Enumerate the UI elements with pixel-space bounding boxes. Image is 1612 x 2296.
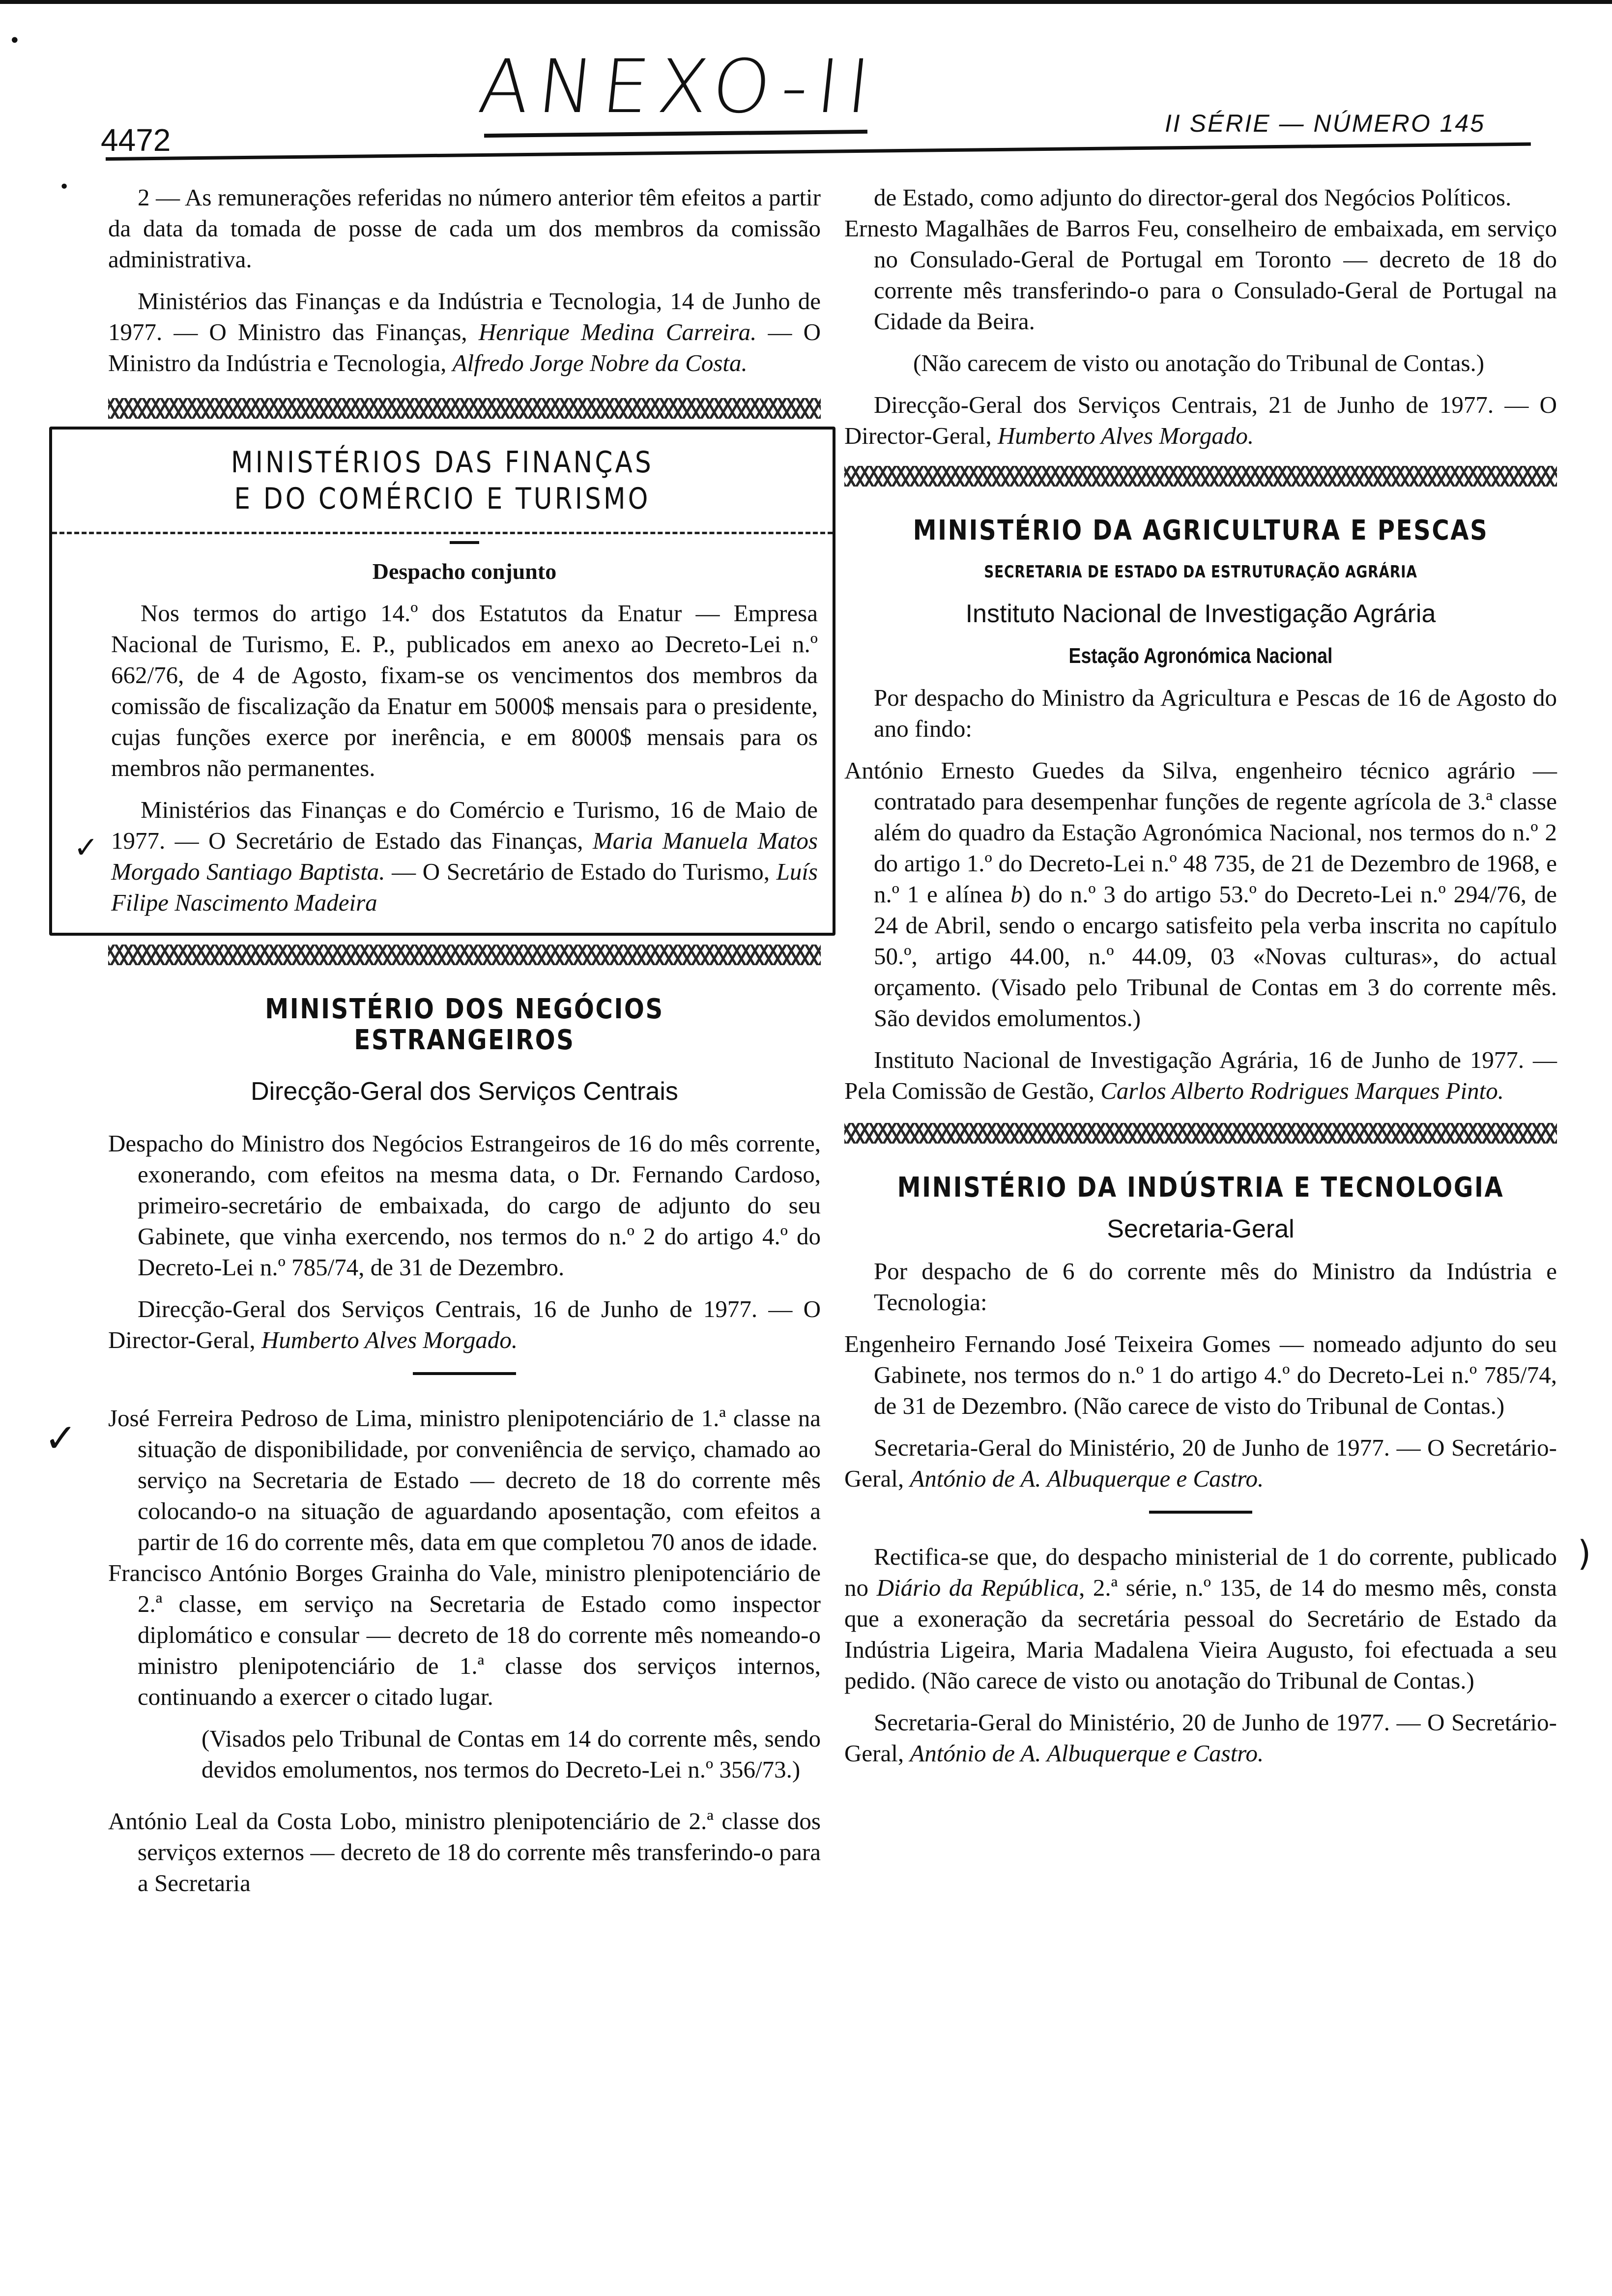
paragraph: Nos termos do artigo 14.º dos Estatutos da Enatur — Empresa Nacional de Turismo, E. P., publicados em anexo ao Decreto-Lei n.º 662/76, de 4 de Agosto, fixam-se os vencimentos dos membros da comissão de fiscalização da Enatur em 5000$ mensais para o presidente, cujas funções exerce por inerência, e em 8000$ mensais para os membros não permanentes.: [111, 600, 818, 781]
signature: Humberto Alves Morgado.: [261, 1326, 518, 1353]
text: — O Ministro da Indústria e Tecnologia,: [108, 318, 821, 376]
text: Rectifica-se que, do despacho ministerial de 1 do corrente, publicado no: [844, 1543, 1557, 1601]
signature: Henrique Medina Carreira.: [478, 318, 757, 345]
margin-check-mark: ✓: [74, 831, 99, 865]
paragraph: Por despacho de 6 do corrente mês do Ministro da Indústria e Tecnologia:: [874, 1258, 1557, 1316]
institute-title: Instituto Nacional de Investigação Agrária: [965, 600, 1436, 628]
margin-bracket-mark: ): [1578, 1533, 1591, 1574]
short-rule: [413, 1372, 516, 1375]
signature-paragraph: [844, 1044, 1557, 1106]
paragraph: Ernesto Magalhães de Barros Feu, conselheiro de embaixada, em serviço no Consulado-Geral de Portugal em Toronto — decreto de 18 do corrente mês transferindo-o para o Consulado-Geral de Portugal na Cidade da Beira.: [844, 215, 1557, 335]
text: b: [1010, 881, 1023, 908]
ornament-divider: [844, 1123, 1557, 1144]
text: Secretaria-Geral do Ministério, 20 de Junho de 1977. — O Secretário-Geral,: [844, 1709, 1557, 1767]
paragraph: [844, 755, 1557, 1033]
left-column: [108, 182, 821, 1898]
paragraph: [844, 1541, 1557, 1696]
signature-paragraph: [111, 794, 818, 918]
paragraph: Francisco António Borges Grainha do Vale, ministro plenipotenciário de 2.ª classe, em serviço na Secretaria de Estado como inspector diplomático e consular — decreto de 18 do corrente mês nomeando-o ministro plenipotenciário de 1.ª classe dos serviços internos, continuando a exercer o citado lugar.: [108, 1559, 821, 1710]
text: , 2.ª série, n.º 135, de 14 do mesmo mês, consta que a exoneração da secretária pessoal do Secretário de Estado da Indústria Ligeira, Maria Madalena Vieira Augusto, foi efectuada a seu pedido. (Não carece de visto ou anotação do Tribunal de Contas.): [844, 1574, 1557, 1694]
section-title: Direcção-Geral dos Serviços Centrais: [251, 1077, 678, 1106]
signature-paragraph: [108, 1293, 821, 1355]
page-number: 4472: [101, 122, 171, 158]
box-header: [52, 430, 833, 534]
text: Secretaria-Geral do Ministério, 20 de Junho de 1977. — O Secretário-Geral,: [844, 1434, 1557, 1492]
right-column: [844, 182, 1557, 1769]
short-rule: [1149, 1511, 1252, 1514]
signature: Carlos Alberto Rodrigues Marques Pinto.: [1100, 1077, 1504, 1104]
text: — O Secretário de Estado do Turismo,: [385, 858, 777, 885]
ministry-title: MINISTÉRIO DA AGRICULTURA E PESCAS: [913, 515, 1489, 546]
margin-check-mark: ✓: [44, 1415, 78, 1461]
paragraph: 2 — As remunerações referidas no número anterior têm efeitos a partir da data da tomada de posse de cada um dos membros da comissão administrativa.: [108, 184, 821, 273]
text: Instituto Nacional de Investigação Agrária, 16 de Junho de 1977. — Pela Comissão de Gestão,: [844, 1046, 1557, 1104]
handwritten-annotation: ANEXO-II: [474, 44, 883, 130]
ornament-divider: [108, 945, 821, 965]
margin-mark: •: [59, 177, 70, 197]
dispatch-title: Despacho conjunto: [372, 559, 557, 584]
ministry-title: E DO COMÉRCIO E TURISMO: [234, 482, 651, 516]
signature: António de A. Albuquerque e Castro.: [910, 1465, 1264, 1492]
station-title: Estação Agronómica Nacional: [1068, 644, 1333, 668]
ministry-title: MINISTÉRIO DOS NEGÓCIOS ESTRANGEIROS: [265, 993, 664, 1056]
text: Direcção-Geral dos Serviços Centrais, 21 de Junho de 1977. — O Director-Geral,: [844, 391, 1557, 449]
signature: Humberto Alves Morgado.: [997, 422, 1254, 449]
ornament-divider: [844, 466, 1557, 487]
boxed-dispatch: [49, 427, 835, 936]
signature-paragraph: [844, 1707, 1557, 1769]
signature: António de A. Albuquerque e Castro.: [910, 1740, 1264, 1767]
secretaria-title: SECRETARIA DE ESTADO DA ESTRUTURAÇÃO AGRÁRIA: [984, 562, 1417, 582]
signature-paragraph: [844, 389, 1557, 451]
header-rule: [106, 143, 1531, 161]
signature-paragraph: [844, 1432, 1557, 1494]
paragraph: Por despacho do Ministro da Agricultura e Pescas de 16 de Agosto do ano findo:: [874, 684, 1557, 742]
short-rule: [450, 541, 479, 544]
paragraph: Engenheiro Fernando José Teixeira Gomes — nomeado adjunto do seu Gabinete, nos termos do n.º 1 do artigo 4.º do Decreto-Lei n.º 785/74, de 31 de Dezembro. (Não carece de visto do Tribunal de Contas.): [844, 1330, 1557, 1419]
scan-edge: [0, 0, 1612, 4]
ministry-title: MINISTÉRIO DA INDÚSTRIA E TECNOLOGIA: [897, 1172, 1504, 1204]
paragraph: de Estado, como adjunto do director-geral dos Negócios Políticos.: [874, 184, 1512, 211]
ornament-divider: [108, 398, 821, 419]
ministry-title: MINISTÉRIOS DAS FINANÇAS: [231, 445, 654, 480]
text: Ministérios das Finanças e do Comércio e Turismo, 16 de Maio de 1977. — O Secretário de Estado das Finanças,: [111, 796, 818, 854]
text: António Ernesto Guedes da Silva, engenheiro técnico agrário — contratado para desempenhar funções de regente agrícola de 3.ª classe além do quadro da Estação Agronómica Nacional, nos termos do n.º 2 do artigo 1.º do Decreto-Lei n.º 48 735, de 21 de Dezembro de 1968, e n.º 1 e alínea: [844, 757, 1557, 908]
section-title: Secretaria-Geral: [1107, 1215, 1295, 1243]
paragraph: Despacho do Ministro dos Negócios Estrangeiros de 16 do mês corrente, exonerando, com efeitos na mesma data, o Dr. Fernando Cardoso, primeiro-secretário de embaixada, do cargo de adjunto do seu Gabinete, que vinha exercendo, nos termos do n.º 2 do artigo 4.º do Decreto-Lei n.º 785/74, de 31 de Dezembro.: [108, 1130, 821, 1281]
note: (Não carecem de visto ou anotação do Tribunal de Contas.): [913, 349, 1485, 376]
paragraph: José Ferreira Pedroso de Lima, ministro plenipotenciário de 1.ª classe na situação de disponibilidade, por conveniência de serviço, chamado ao serviço na Secretaria de Estado — decreto de 18 do corrente mês colocando-o na situação de aguardando aposentação, com efeitos a partir de 16 do corrente mês, data em que completou 70 anos de idade.: [108, 1405, 821, 1555]
signature-paragraph: [108, 286, 821, 378]
signature: Alfredo Jorge Nobre da Costa.: [452, 349, 748, 376]
text: ) do n.º 3 do artigo 53.º do Decreto-Lei n.º 294/76, de 24 de Abril, sendo o encargo satisfeito pela verba inscrita no capítulo 50.º, artigo 44.00, n.º 44.09, 03 «Novas culturas», do actual orçamento. (Visado pelo Tribunal de Contas em 3 do corrente mês. São devidos emolumentos.): [874, 881, 1557, 1032]
signature: Maria Manuela Matos Morgado Santiago Baptista.: [111, 827, 818, 885]
margin-mark: •: [9, 29, 21, 52]
annotation-underline: [484, 130, 867, 138]
series-number: II SÉRIE — NÚMERO 145: [1165, 110, 1486, 137]
text: Direcção-Geral dos Serviços Centrais, 16 de Junho de 1977. — O Director-Geral,: [108, 1295, 821, 1353]
signature: Luís Filipe Nascimento Madeira: [111, 858, 818, 916]
note: (Visados pelo Tribunal de Contas em 14 do corrente mês, sendo devidos emolumentos, nos termos do Decreto-Lei n.º 356/73.): [202, 1725, 821, 1783]
journal-title: Diário da República: [876, 1574, 1079, 1601]
text: Ministérios das Finanças e da Indústria e Tecnologia, 14 de Junho de 1977. — O Ministro das Finanças,: [108, 287, 821, 345]
paragraph: António Leal da Costa Lobo, ministro plenipotenciário de 2.ª classe dos serviços externos — decreto de 18 do corrente mês transferindo-o para a Secretaria: [108, 1808, 821, 1896]
